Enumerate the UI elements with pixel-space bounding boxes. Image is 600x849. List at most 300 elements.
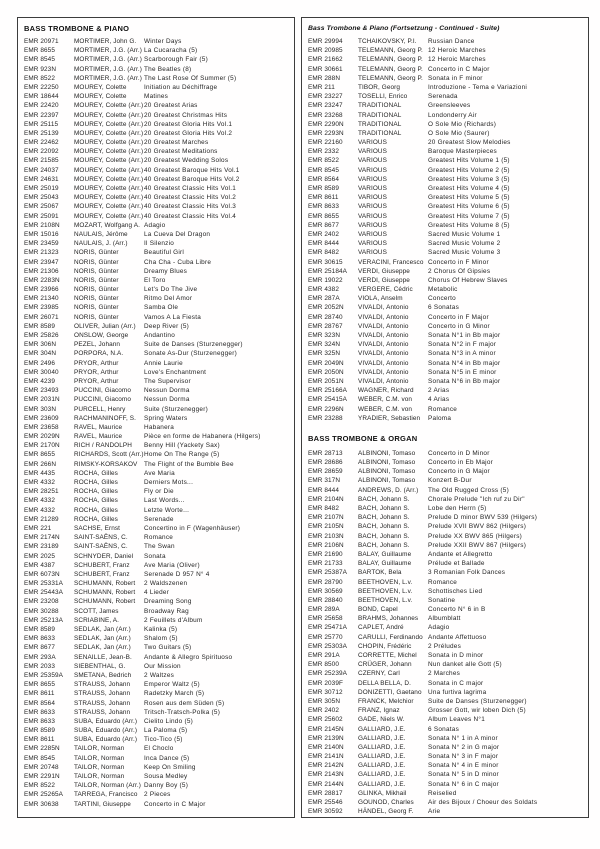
composer-name: MOUREY, Colette (Arr.)	[74, 139, 144, 147]
piece-title: The Supervisor	[144, 377, 191, 385]
catalog-number: EMR 28686	[308, 459, 343, 467]
section-header-bass-trombone-organ: BASS TROMBONE & ORGAN	[308, 433, 418, 443]
piece-title: Andante Affettuoso	[428, 633, 487, 641]
piece-title: Sonata N°2 in F major	[428, 341, 497, 349]
composer-name: MOUREY, Colette (Arr.)	[74, 120, 144, 128]
piece-title: 2 Marches	[428, 670, 461, 678]
composer-name: GALLIARD, J.E.	[358, 780, 406, 788]
catalog-number: EMR 2144N	[308, 780, 344, 788]
piece-title: Suite (Sturzenegger)	[144, 405, 208, 413]
catalog-number: EMR 2029N	[24, 433, 60, 441]
catalog-row	[24, 377, 290, 386]
composer-name: SCHUBERT, Franz	[74, 561, 130, 569]
piece-title: 4 Lieder	[144, 589, 170, 597]
piece-title: Sacred Music Volume 3	[428, 249, 501, 257]
catalog-number: EMR 25443A	[24, 589, 64, 597]
catalog-number: EMR 8611	[24, 736, 55, 744]
catalog-number: EMR 28740	[308, 313, 343, 321]
piece-title: La Cucaracha (5)	[144, 47, 198, 55]
composer-name: MOUREY, Colette	[74, 83, 127, 91]
piece-title: Prélude et Ballade	[428, 560, 485, 568]
catalog-number: EMR 23227	[308, 93, 343, 101]
composer-name: CORRETTE, Michel	[358, 652, 417, 659]
catalog-row	[24, 735, 290, 744]
piece-title: Sonata N° 1 in A minor	[428, 734, 498, 742]
catalog-number: EMR 15016	[24, 230, 59, 238]
catalog-number: EMR 325N	[308, 350, 341, 358]
piece-title: Lobe den Herrn (5)	[428, 505, 487, 512]
catalog-row	[24, 395, 290, 404]
composer-name: VIVALDI, Antonio	[358, 359, 409, 367]
catalog-number: EMR 317N	[308, 477, 341, 485]
composer-name: ROCHA, Gilles	[74, 497, 118, 505]
catalog-number: EMR 8655	[24, 47, 55, 55]
composer-name: TIBOR, Georg	[358, 83, 401, 91]
composer-name: STRAUSS, Johann	[74, 690, 131, 698]
catalog-row	[308, 734, 584, 743]
piece-title: Nun danket alle Gott (5)	[428, 661, 502, 669]
composer-name: WAGNER, Richard	[358, 387, 414, 395]
catalog-number: EMR 306N	[24, 341, 57, 349]
catalog-row	[308, 798, 584, 807]
composer-name: MOUREY, Colette (Arr.)	[74, 175, 144, 183]
catalog-row	[24, 74, 290, 83]
catalog-rows-piano-continued	[308, 37, 584, 423]
catalog-row	[308, 285, 584, 294]
catalog-number: EMR 8545	[24, 56, 55, 64]
composer-name: FRANZ, Ignaz	[358, 707, 400, 715]
catalog-row	[308, 697, 584, 706]
catalog-number: EMR 25303A	[308, 642, 348, 650]
catalog-number: EMR 8655	[308, 212, 339, 220]
composer-name: BEETHOVEN, L.v.	[358, 578, 413, 586]
catalog-number: EMR 6073N	[24, 570, 60, 578]
catalog-number: EMR 2402	[308, 230, 339, 238]
catalog-row	[308, 212, 584, 221]
piece-title: 12 Heroic Marches	[428, 56, 486, 64]
catalog-row	[24, 432, 290, 441]
piece-title: Sonata N°3 in A minor	[428, 350, 496, 358]
catalog-number: EMR 25166A	[308, 387, 348, 395]
catalog-row	[308, 303, 584, 312]
piece-title: Dreaming Song	[144, 598, 192, 606]
catalog-number: EMR 23459	[24, 240, 59, 248]
catalog-number: EMR 324N	[308, 341, 341, 349]
composer-name: GALLIARD, J.E.	[358, 753, 406, 761]
catalog-number: EMR 8589	[24, 322, 55, 330]
piece-title: Greatest Hits Volume 8 (5)	[428, 221, 510, 229]
catalog-number: EMR 25387A	[308, 569, 348, 577]
composer-name: TRADITIONAL	[358, 120, 402, 128]
catalog-row	[24, 166, 290, 175]
composer-name: PORPORA, N.A.	[74, 350, 124, 358]
piece-title: 2 Préludes	[428, 642, 462, 650]
catalog-row	[24, 230, 290, 239]
piece-title: Matines	[144, 93, 169, 101]
piece-title: Greatest Hits Volume 7 (5)	[428, 212, 510, 220]
catalog-number: EMR 4332	[24, 479, 55, 486]
piece-title: Annie Laurie	[144, 359, 183, 367]
piece-title: Sonata N° 2 in G major	[428, 743, 500, 751]
catalog-number: EMR 305N	[308, 697, 341, 705]
catalog-row	[24, 542, 290, 551]
catalog-number: EMR 2143N	[308, 771, 344, 779]
composer-name: TELEMANN, Georg P.	[358, 74, 423, 82]
composer-name: CZERNY, Carl	[358, 670, 400, 678]
composer-name: BACH, Johann S.	[358, 541, 410, 549]
catalog-row	[24, 138, 290, 147]
composer-name: VERDI, Giuseppe	[358, 267, 410, 275]
piece-title: Air des Bijoux / Choeur des Soldats	[428, 799, 538, 806]
catalog-row	[308, 83, 584, 92]
piece-title: Prelude D minor BWV 539 (Hilgers)	[428, 514, 538, 522]
catalog-number: EMR 304N	[24, 350, 57, 358]
catalog-number: EMR 8522	[24, 74, 55, 82]
catalog-number: EMR 22160	[308, 139, 343, 147]
piece-title: 6 Sonatas	[428, 304, 460, 312]
catalog-row	[24, 653, 290, 662]
catalog-row	[24, 588, 290, 597]
catalog-rows-piano	[24, 37, 290, 809]
catalog-row	[308, 532, 584, 541]
composer-name: VARIOUS	[358, 166, 387, 174]
piece-title: 20 Greatest Gloria Hits Vol.2	[144, 129, 233, 137]
composer-name: VIVALDI, Antonio	[358, 332, 409, 339]
catalog-number: EMR 21690	[308, 550, 343, 558]
catalog-row	[308, 605, 584, 614]
piece-title: Sonata	[144, 552, 166, 560]
piece-title: Romance	[428, 578, 458, 586]
composer-name: SENAILLE, Jean-B.	[74, 653, 132, 661]
catalog-row	[24, 414, 290, 423]
catalog-row	[24, 175, 290, 184]
composer-name: TELEMANN, Georg P.	[358, 47, 423, 55]
catalog-number: EMR 8522	[308, 157, 339, 165]
piece-title: Andante & Allegro Spirituoso	[144, 653, 233, 661]
composer-name: OLIVER, Julian (Arr.)	[74, 322, 136, 330]
composer-name: SUBA, Eduardo (Arr.)	[74, 717, 138, 725]
composer-name: RICH / RANDOLPH	[74, 442, 132, 450]
piece-title: Adagio	[144, 221, 166, 229]
piece-title: 20 Greatest Arias	[144, 102, 198, 110]
catalog-number: EMR 323N	[308, 332, 341, 339]
piece-title: Dreamy Blues	[144, 267, 188, 275]
catalog-row	[308, 669, 584, 678]
composer-name: MOUREY, Colette (Arr.)	[74, 194, 144, 202]
catalog-row	[24, 772, 290, 781]
catalog-number: EMR 211	[308, 83, 335, 91]
catalog-number: EMR 221	[24, 524, 52, 532]
composer-name: VARIOUS	[358, 185, 387, 192]
piece-title: The Last Rose Of Summer (5)	[144, 74, 237, 82]
piece-title: 40 Greatest Classic Hits Vol.2	[144, 194, 237, 202]
catalog-row	[24, 579, 290, 588]
catalog-row	[308, 193, 584, 202]
catalog-number: EMR 23493	[24, 387, 59, 395]
catalog-row	[24, 129, 290, 138]
catalog-number: EMR 8444	[308, 486, 339, 494]
catalog-number: EMR 22420	[24, 102, 59, 110]
composer-name: NAULAIS, J. (Arr.)	[74, 240, 128, 248]
catalog-row	[24, 294, 290, 303]
catalog-row	[24, 349, 290, 358]
piece-title: Last Words...	[144, 497, 185, 505]
catalog-number: EMR 4387	[24, 561, 55, 569]
piece-title: 40 Greatest Classic Hits Vol.4	[144, 212, 237, 220]
composer-name: ROCHA, Gilles	[74, 469, 118, 477]
catalog-row	[24, 340, 290, 349]
composer-name: MOUREY, Colette (Arr.)	[74, 157, 144, 165]
piece-title: Arie	[428, 808, 441, 816]
piece-title: Spring Waters	[144, 414, 188, 422]
catalog-row	[308, 258, 584, 267]
catalog-number: EMR 23208	[24, 598, 59, 606]
catalog-number: EMR 2293N	[308, 129, 344, 137]
piece-title: Reiselied	[428, 789, 457, 797]
catalog-number: EMR 8611	[308, 194, 339, 202]
composer-name: MOZART, Wolfgang A.	[74, 221, 140, 229]
composer-name: ROCHA, Gilles	[74, 506, 118, 514]
catalog-row	[308, 395, 584, 404]
composer-name: NORIS, Günter	[74, 276, 119, 284]
catalog-number: EMR 2139N	[308, 734, 344, 742]
composer-name: ALBINONI, Tomaso	[358, 459, 416, 467]
piece-title: Sacred Music Volume 1	[428, 230, 501, 238]
catalog-number: EMR 2402	[308, 707, 339, 715]
composer-name: MOUREY, Colette	[74, 93, 127, 101]
catalog-number: EMR 23189	[24, 543, 59, 551]
catalog-number: EMR 2285N	[24, 745, 60, 753]
composer-name: TAILOR, Norman (Arr.)	[74, 782, 141, 790]
catalog-row	[24, 625, 290, 634]
piece-title: Serenade D 957 N° 4	[144, 570, 210, 578]
catalog-number: EMR 2049N	[308, 359, 344, 367]
catalog-row	[308, 294, 584, 303]
piece-title: Inca Dance (5)	[144, 754, 190, 762]
catalog-row	[24, 689, 290, 698]
piece-title: 40 Greatest Classic Hits Vol.3	[144, 203, 237, 211]
catalog-rows-organ	[308, 449, 584, 817]
catalog-number: EMR 2050N	[308, 368, 344, 376]
catalog-number: EMR 25043	[24, 194, 59, 202]
catalog-row	[24, 680, 290, 689]
composer-name: ALBINONI, Tomaso	[358, 477, 416, 485]
catalog-number: EMR 30712	[308, 688, 343, 696]
piece-title: Il Silenzio	[144, 240, 175, 248]
catalog-row	[24, 37, 290, 46]
piece-title: Prelude XVII BWV 862 (Hilgers)	[428, 523, 527, 531]
section-header-bass-trombone-piano: BASS TROMBONE & PIANO	[24, 24, 130, 33]
composer-name: MOUREY, Colette (Arr.)	[74, 212, 144, 220]
composer-name: NORIS, Günter	[74, 304, 119, 312]
piece-title: Nessun Dorma	[144, 387, 190, 395]
piece-title: Suite de Danses (Sturzenegger)	[428, 697, 527, 705]
composer-name: TARREGA, Francisco	[74, 791, 138, 799]
composer-name: MORTIMER, John G.	[74, 38, 137, 45]
composer-name: SACHSE, Ernst	[74, 524, 121, 532]
composer-name: SIEBENTHAL, G.	[74, 662, 126, 670]
catalog-row	[24, 506, 290, 515]
composer-name: VERDI, Giuseppe	[358, 276, 410, 284]
catalog-row	[308, 359, 584, 368]
catalog-row	[24, 570, 290, 579]
catalog-number: EMR 25091	[24, 212, 59, 220]
composer-name: TCHAIKOVSKY, P.I.	[358, 38, 417, 45]
piece-title: Deep River (5)	[144, 322, 190, 330]
composer-name: ROCHA, Gilles	[74, 479, 118, 486]
piece-title: Habanera	[144, 423, 175, 431]
composer-name: CHOPIN, Frédéric	[358, 642, 412, 650]
composer-name: DELLA BELLA, D.	[358, 679, 412, 687]
catalog-row	[308, 368, 584, 377]
composer-name: GOUNOD, Charles	[358, 799, 414, 806]
catalog-number: EMR 291A	[308, 652, 340, 659]
catalog-number: EMR 22397	[24, 111, 59, 119]
composer-name: ONSLOW, George	[74, 332, 129, 339]
piece-title: Sonata in C major	[428, 679, 484, 687]
composer-name: MORTIMER, J.G. (Arr.)	[74, 74, 143, 82]
piece-title: Tritsch-Tratsch-Polka (5)	[144, 708, 221, 716]
catalog-number: EMR 25359A	[24, 671, 64, 679]
catalog-number: EMR 26071	[24, 313, 59, 321]
catalog-row	[24, 754, 290, 763]
catalog-row	[24, 258, 290, 267]
catalog-row	[308, 138, 584, 147]
catalog-number: EMR 22462	[24, 139, 59, 147]
catalog-row	[308, 614, 584, 623]
piece-title: The Beatles (8)	[144, 65, 192, 73]
composer-name: PURCELL, Henry	[74, 405, 126, 413]
piece-title: Pièce en forme de Habanera (Hilgers)	[144, 433, 261, 441]
piece-title: Benny Hill (Yackety Sax)	[144, 442, 220, 450]
catalog-row	[24, 561, 290, 570]
composer-name: STRAUSS, Johann	[74, 708, 131, 716]
catalog-number: EMR 8500	[308, 661, 339, 669]
catalog-row	[308, 633, 584, 642]
catalog-number: EMR 23947	[24, 258, 59, 266]
catalog-number: EMR 30661	[308, 65, 343, 73]
piece-title: Concerto	[428, 295, 456, 303]
catalog-row	[308, 642, 584, 651]
catalog-number: EMR 23288	[308, 414, 343, 422]
composer-name: NORIS, Günter	[74, 258, 119, 266]
catalog-row	[308, 513, 584, 522]
composer-name: RAVEL, Maurice	[74, 433, 123, 441]
composer-name: VIVALDI, Antonio	[358, 313, 409, 321]
piece-title: 2 Feuillets d'Album	[144, 616, 203, 624]
composer-name: PRYOR, Arthur	[74, 377, 119, 385]
composer-name: VERACINI, Francesco	[358, 258, 424, 266]
catalog-row	[308, 660, 584, 669]
catalog-row	[308, 476, 584, 485]
catalog-number: EMR 23268	[308, 111, 343, 119]
catalog-row	[308, 331, 584, 340]
catalog-number: EMR 28713	[308, 449, 343, 457]
composer-name: TARTINI, Giuseppe	[74, 800, 131, 808]
piece-title: Andantino	[144, 332, 176, 339]
catalog-number: EMR 2051N	[308, 377, 344, 385]
catalog-row	[308, 184, 584, 193]
catalog-number: EMR 25239A	[308, 670, 348, 678]
composer-name: MOUREY, Colette (Arr.)	[74, 102, 144, 110]
composer-name: BALAY, Guillaume	[358, 560, 412, 568]
catalog-row	[24, 92, 290, 101]
catalog-number: EMR 923N	[24, 65, 57, 73]
composer-name: SEDLAK, Jan (Arr.)	[74, 644, 131, 652]
catalog-number: EMR 8482	[308, 505, 339, 512]
catalog-row	[24, 717, 290, 726]
piece-title: 20 Greatest Wedding Solos	[144, 157, 229, 165]
catalog-number: EMR 21289	[24, 515, 59, 523]
piece-title: Ave Maria	[144, 469, 175, 477]
composer-name: NORIS, Günter	[74, 295, 119, 303]
piece-title: Schottisches Lied	[428, 587, 483, 595]
catalog-number: EMR 2290N	[308, 120, 344, 128]
composer-name: SEDLAK, Jan (Arr.)	[74, 635, 131, 643]
piece-title: Sonata N°6 in Bb major	[428, 377, 501, 385]
catalog-number: EMR 25115	[24, 120, 59, 128]
piece-title: 20 Greatest Slow Melodies	[428, 139, 511, 147]
composer-name: GLINKA, Mikhail	[358, 789, 407, 797]
piece-title: Konzert B-Dur	[428, 477, 472, 485]
catalog-row	[24, 285, 290, 294]
composer-name: PRYOR, Arthur	[74, 359, 119, 367]
catalog-row	[308, 651, 584, 660]
composer-name: TOSELLI, Enrico	[358, 93, 408, 101]
catalog-number: EMR 25139	[24, 129, 59, 137]
catalog-number: EMR 2283N	[24, 276, 60, 284]
catalog-row	[308, 761, 584, 770]
composer-name: RAVEL, Maurice	[74, 423, 123, 431]
catalog-row	[308, 349, 584, 358]
catalog-row	[24, 607, 290, 616]
composer-name: VARIOUS	[358, 203, 387, 211]
composer-name: VARIOUS	[358, 157, 387, 165]
catalog-row	[308, 467, 584, 476]
composer-name: CAPLET, André	[358, 624, 404, 632]
catalog-row	[24, 423, 290, 432]
catalog-number: EMR 19022	[308, 276, 343, 284]
piece-title: 2 Waldszenen	[144, 580, 188, 588]
catalog-number: EMR 30592	[308, 808, 343, 816]
piece-title: Romance	[144, 534, 174, 542]
piece-title: Sonata N°1 in Bb major	[428, 332, 501, 339]
catalog-row	[308, 101, 584, 110]
catalog-number: EMR 8444	[308, 240, 339, 248]
catalog-row	[308, 377, 584, 386]
catalog-row	[308, 405, 584, 414]
catalog-number: EMR 2496	[24, 359, 55, 367]
composer-name: VARIOUS	[358, 139, 387, 147]
composer-name: PUCCINI, Giacomo	[74, 396, 131, 404]
composer-name: NORIS, Günter	[74, 249, 119, 257]
catalog-number: EMR 20748	[24, 763, 59, 771]
composer-name: MORTIMER, J.G. (Arr.)	[74, 56, 143, 64]
catalog-row	[24, 55, 290, 64]
catalog-row	[308, 807, 584, 816]
catalog-number: EMR 303N	[24, 405, 57, 413]
composer-name: SEDLAK, Jan (Arr.)	[74, 626, 131, 633]
composer-name: TAILOR, Norman	[74, 773, 125, 780]
piece-title: Rosen aus dem Süden (5)	[144, 699, 225, 707]
piece-title: Winter Days	[144, 38, 182, 45]
catalog-row	[24, 386, 290, 395]
piece-title: Sonatine	[428, 596, 456, 604]
catalog-row	[308, 221, 584, 230]
catalog-number: EMR 289A	[308, 606, 340, 614]
piece-title: Sacred Music Volume 2	[428, 240, 501, 248]
composer-name: FRANCK, Melchior	[358, 697, 414, 705]
